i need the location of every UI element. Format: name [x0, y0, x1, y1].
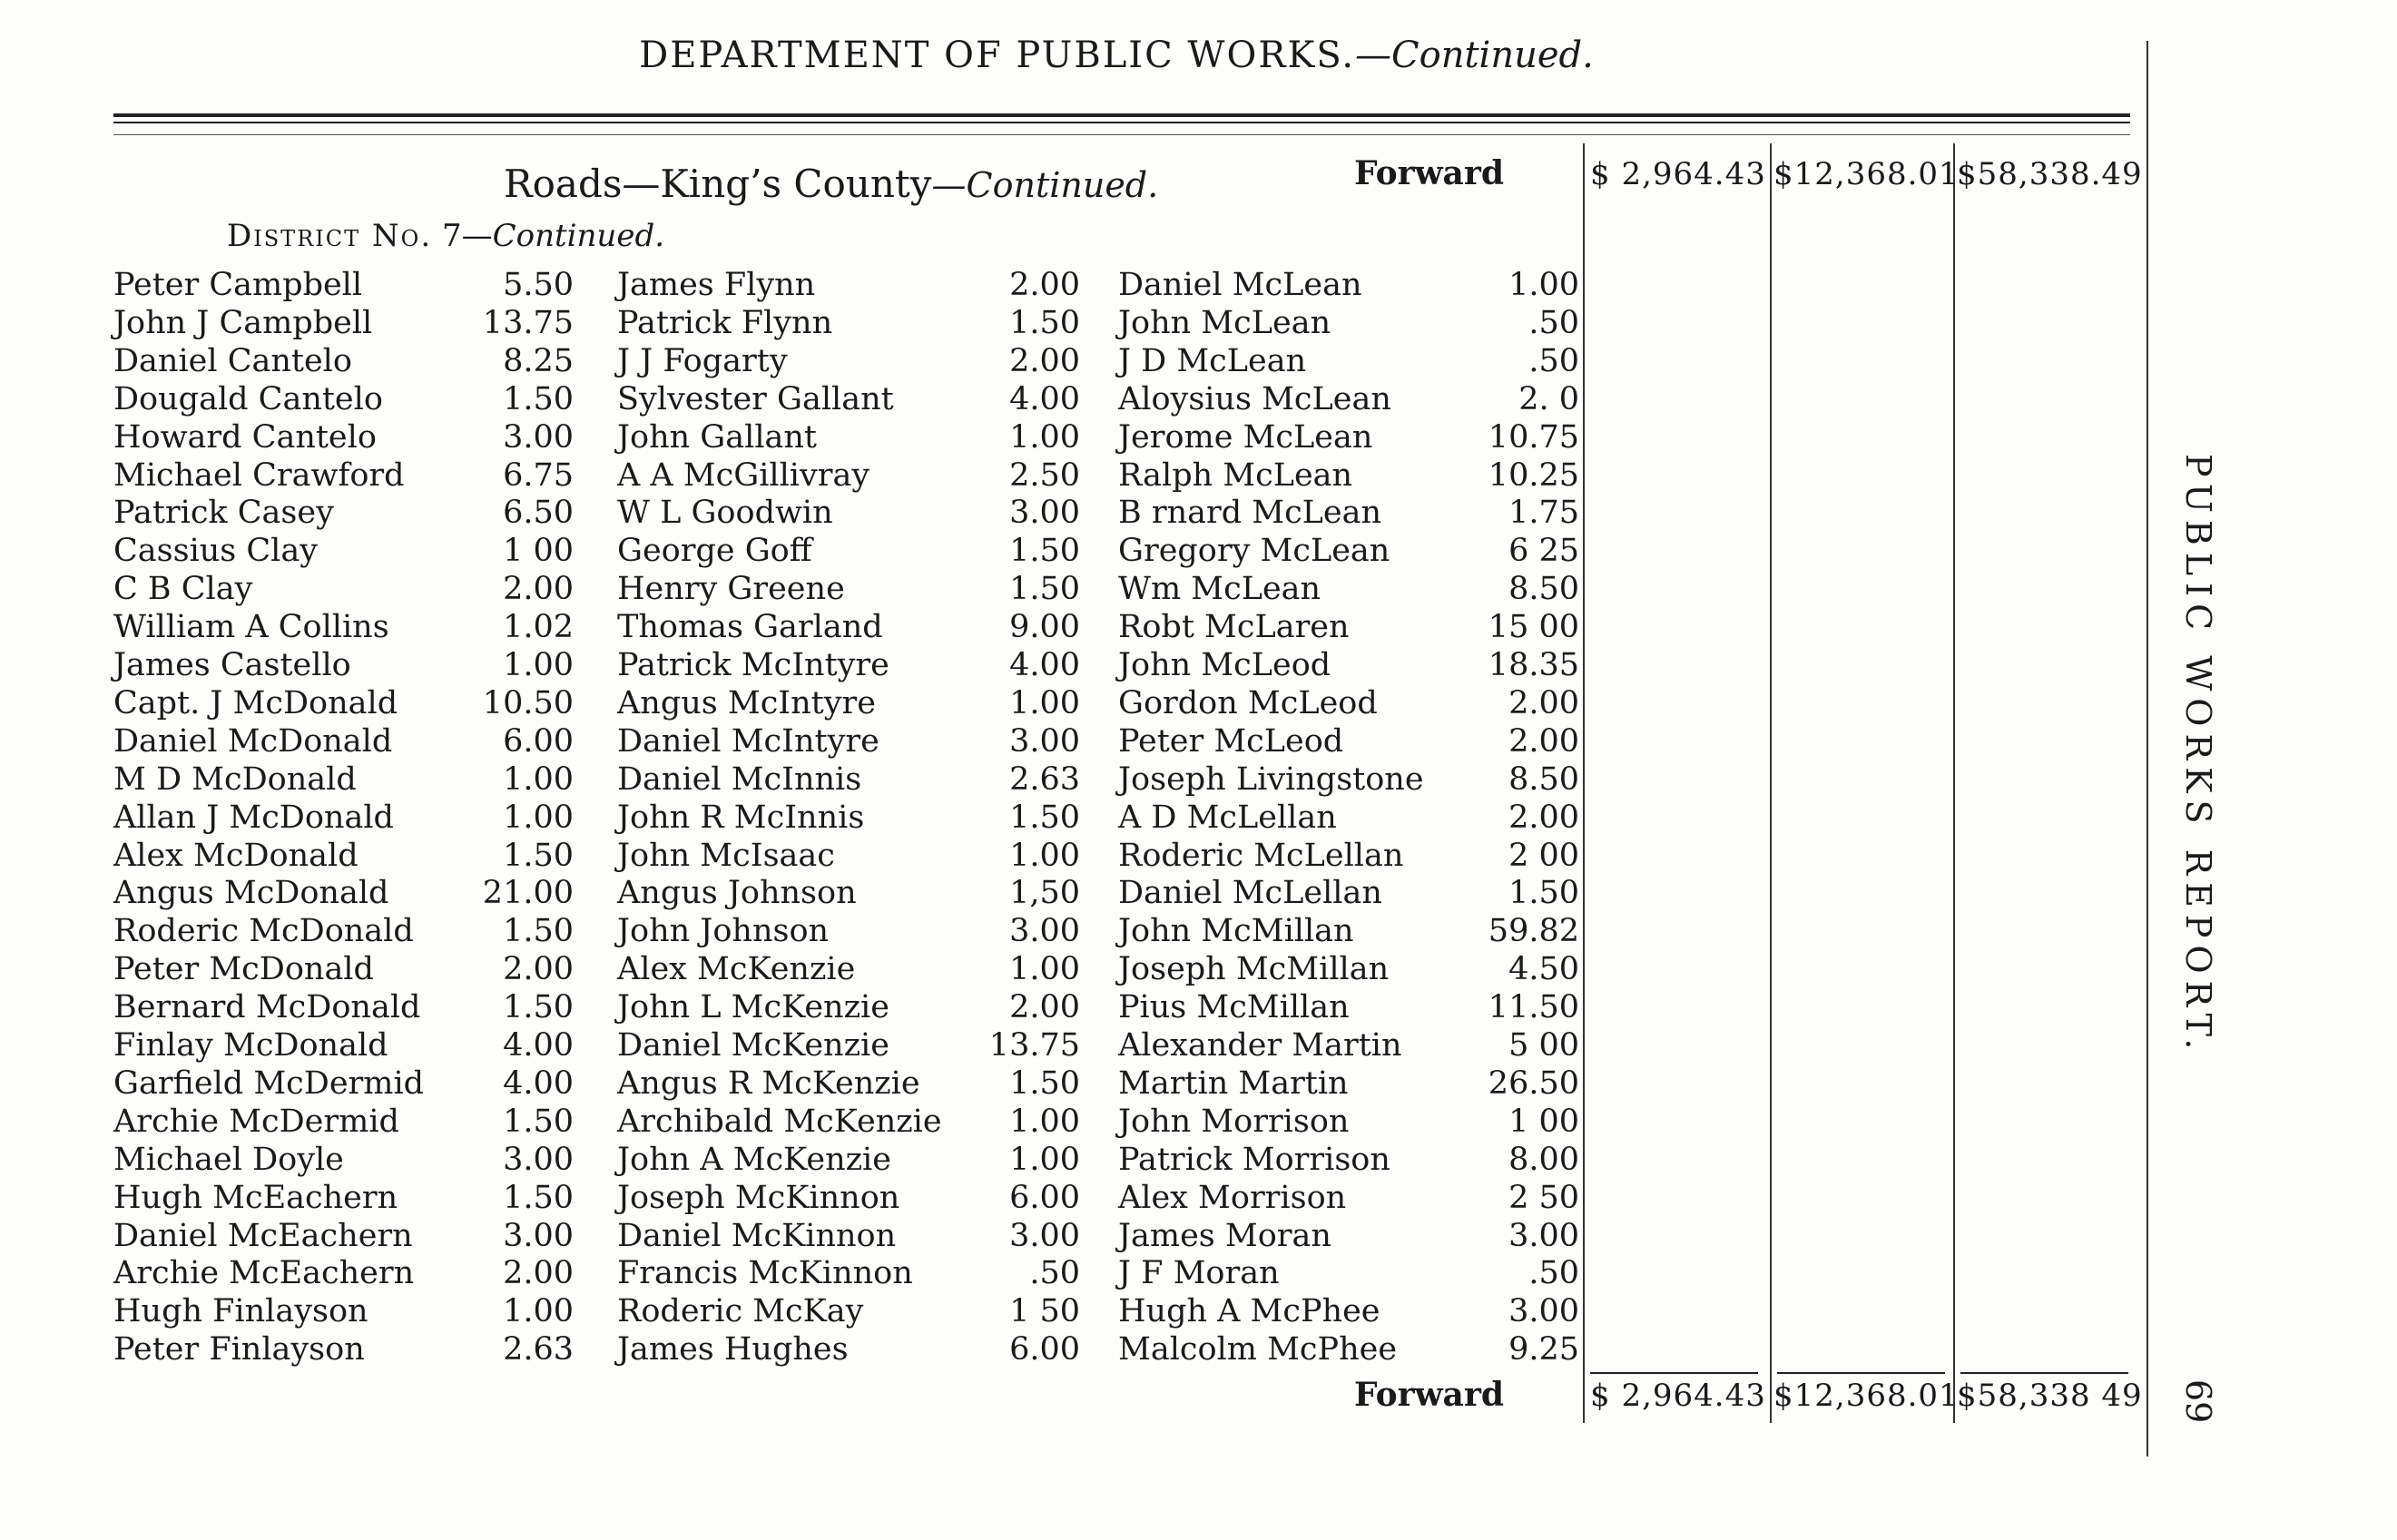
forward-bottom-col1: $ 2,964.43 — [1590, 1378, 1766, 1414]
entry-amount: 5.50 — [503, 267, 574, 303]
entry-amount: 1.00 — [1508, 267, 1579, 303]
entry-amount: 6.75 — [503, 456, 574, 494]
entry-name: Daniel McDonald — [113, 722, 393, 760]
entry-amount: 1.00 — [1009, 1141, 1080, 1178]
entry-amount: 1.50 — [503, 1103, 574, 1140]
entry-name: A D McLellan — [1118, 799, 1337, 836]
entry-name: Cassius Clay — [113, 533, 319, 570]
entry-name: W L Goodwin — [617, 495, 833, 532]
section-title-continued: —Continued. — [931, 165, 1159, 205]
entry-amount: 9.25 — [1508, 1331, 1579, 1368]
entry-name: Capt. J McDonald — [113, 684, 398, 721]
running-title: PUBLIC WORKS REPORT. — [2178, 454, 2218, 1057]
entry-name: J D McLean — [1118, 342, 1307, 379]
totals-divider-2 — [1770, 143, 1772, 1423]
entry-amount: 21.00 — [482, 875, 574, 912]
entry-name: Joseph McMillan — [1118, 951, 1390, 988]
section-title — [504, 162, 1158, 206]
entry-name: Wm McLean — [1118, 571, 1321, 608]
entry-name: Archie McEachern — [113, 1255, 415, 1292]
entry-amount: 1.02 — [503, 609, 574, 646]
entry-name: John J Campbell — [113, 304, 373, 341]
entry-amount: 9.00 — [1009, 609, 1080, 646]
entry-name: Alex McDonald — [113, 837, 359, 874]
entry-name: Garfield McDermid — [113, 1064, 425, 1102]
entry-amount: 2.50 — [1009, 456, 1080, 494]
entry-name: James Hughes — [617, 1331, 849, 1368]
entry-amount: 2 50 — [1508, 1179, 1579, 1216]
entry-amount: 1.50 — [1009, 571, 1080, 608]
entry-name: Bernard McDonald — [113, 989, 421, 1026]
entry-amount: 1,50 — [1009, 875, 1080, 912]
entry-amount: 3.00 — [503, 1141, 574, 1178]
entry-name: James Castello — [113, 647, 351, 683]
entry-name: John A McKenzie — [617, 1141, 891, 1178]
forward-top-label: Forward — [1354, 154, 1505, 192]
entry-name: Pius McMillan — [1118, 989, 1350, 1026]
entry-name: Malcolm McPhee — [1118, 1331, 1398, 1368]
entry-amount: 2.00 — [1009, 267, 1080, 303]
entry-amount: 10.50 — [482, 684, 574, 721]
entry-name: Howard Cantelo — [113, 418, 377, 456]
header-rule-top — [113, 113, 2130, 117]
entry-name: Hugh A McPhee — [1118, 1293, 1380, 1330]
entry-amount: 6.50 — [503, 495, 574, 532]
entry-name: James Flynn — [617, 267, 816, 303]
entry-amount: 1.00 — [1009, 837, 1080, 874]
entry-name: Michael Doyle — [113, 1141, 344, 1178]
entry-amount: 3.00 — [1009, 1217, 1080, 1254]
entry-name: Alex Morrison — [1118, 1179, 1347, 1216]
entry-amount: 26.50 — [1488, 1064, 1579, 1102]
entry-name: Ralph McLean — [1118, 456, 1353, 494]
entry-amount: 4.50 — [1508, 951, 1579, 988]
totals-underline-3 — [1960, 1372, 2128, 1374]
entry-name: Patrick Flynn — [617, 304, 833, 341]
entry-name: Patrick Morrison — [1118, 1141, 1390, 1178]
entry-name: C B Clay — [113, 571, 253, 608]
entry-amount: 10.75 — [1488, 418, 1579, 456]
entry-amount: 1 00 — [503, 533, 574, 570]
entry-name: Daniel McLean — [1118, 267, 1362, 303]
entry-name: Joseph McKinnon — [617, 1179, 900, 1216]
totals-divider-3 — [1953, 143, 1955, 1423]
entry-name: B rnard McLean — [1118, 495, 1382, 532]
header-title: DEPARTMENT OF PUBLIC WORKS. — [639, 34, 1356, 76]
entry-name: M D McDonald — [113, 760, 357, 798]
district-continued: Continued. — [492, 218, 665, 254]
entry-amount: 6.00 — [1009, 1179, 1080, 1216]
entry-amount: 1.75 — [1508, 495, 1579, 532]
entry-name: John R McInnis — [617, 799, 865, 836]
entry-name: George Goff — [617, 533, 812, 570]
entry-amount: 3.00 — [1009, 495, 1080, 532]
entry-amount: 2.63 — [1009, 760, 1080, 798]
forward-bottom-col2: $12,368.01 — [1773, 1378, 1960, 1414]
entry-amount: 1.00 — [503, 647, 574, 683]
entry-name: James Moran — [1118, 1217, 1331, 1254]
entry-name: A A McGillivray — [617, 456, 870, 494]
entry-amount: 2.00 — [1009, 989, 1080, 1026]
entry-amount: 1.50 — [503, 380, 574, 417]
entry-name: Joseph Livingstone — [1118, 760, 1424, 798]
entry-name: Hugh McEachern — [113, 1179, 398, 1216]
entry-amount: 1.00 — [1009, 684, 1080, 721]
entry-amount: 1.00 — [1009, 1103, 1080, 1140]
entry-name: John McMillan — [1118, 913, 1354, 950]
entry-name: Roderic McLellan — [1118, 837, 1404, 874]
district-number: 7— — [432, 218, 493, 254]
entry-amount: 2.00 — [1508, 722, 1579, 760]
entry-amount: 11.50 — [1488, 989, 1579, 1026]
entry-amount: 2.00 — [1508, 799, 1579, 836]
entry-amount: 1.50 — [503, 837, 574, 874]
entry-name: Peter McDonald — [113, 951, 374, 988]
totals-underline-2 — [1777, 1372, 1945, 1374]
entry-name: Martin Martin — [1118, 1064, 1349, 1102]
entry-amount: 8.00 — [1508, 1141, 1579, 1178]
header-rule-bottom — [113, 122, 2130, 123]
entry-amount: 2.63 — [503, 1331, 574, 1368]
entry-name: Finlay McDonald — [113, 1027, 388, 1064]
entry-name: Alexander Martin — [1118, 1027, 1402, 1064]
entry-name: Daniel McEachern — [113, 1217, 413, 1254]
entry-amount: .50 — [1528, 1255, 1579, 1292]
section-title-main: Roads—King’s County — [504, 162, 932, 206]
entry-name: Alex McKenzie — [617, 951, 856, 988]
entry-amount: 3.00 — [1508, 1293, 1579, 1330]
entry-name: Peter Finlayson — [113, 1331, 365, 1368]
header-continued: —Continued. — [1355, 34, 1594, 76]
entry-name: Henry Greene — [617, 571, 845, 608]
entry-name: John McLeod — [1118, 647, 1331, 683]
entry-amount: 4.00 — [503, 1027, 574, 1064]
entry-name: Robt McLaren — [1118, 609, 1350, 646]
entry-name: Allan J McDonald — [113, 799, 394, 836]
entry-name: Francis McKinnon — [617, 1255, 913, 1292]
entry-amount: 13.75 — [988, 1027, 1080, 1064]
entry-amount: 1.50 — [1009, 799, 1080, 836]
entry-name: Dougald Cantelo — [113, 380, 383, 417]
forward-top-col3: $58,338.49 — [1957, 156, 2143, 192]
entry-amount: 1.00 — [1009, 418, 1080, 456]
entry-amount: 2 00 — [1508, 837, 1579, 874]
entry-amount: 6.00 — [503, 722, 574, 760]
forward-bottom-col3: $58,338 49 — [1957, 1378, 2143, 1414]
entry-name: John Johnson — [617, 913, 830, 950]
entry-name: John L McKenzie — [617, 989, 889, 1026]
totals-divider-1 — [1583, 143, 1585, 1423]
entry-name: Patrick Casey — [113, 495, 334, 532]
entry-name: Michael Crawford — [113, 456, 405, 494]
entry-name: Thomas Garland — [617, 609, 883, 646]
entry-name: John Gallant — [617, 418, 817, 456]
entry-name: William A Collins — [113, 609, 389, 646]
forward-top-col1: $ 2,964.43 — [1590, 156, 1766, 192]
entry-amount: 4.00 — [1009, 647, 1080, 683]
entry-amount: .50 — [1528, 342, 1579, 379]
forward-top-col2: $12,368.01 — [1773, 156, 1960, 192]
entry-amount: 15 00 — [1488, 609, 1579, 646]
entry-amount: 1.00 — [503, 799, 574, 836]
entry-amount: 59.82 — [1488, 913, 1579, 950]
entry-amount: 13.75 — [482, 304, 574, 341]
page-header — [0, 34, 2233, 76]
entry-amount: 6.00 — [1009, 1331, 1080, 1368]
entry-amount: 10.25 — [1488, 456, 1579, 494]
entry-name: Daniel McInnis — [617, 760, 862, 798]
entry-amount: 2.00 — [1009, 342, 1080, 379]
entry-amount: 3.00 — [1009, 722, 1080, 760]
entry-name: Daniel McKinnon — [617, 1217, 897, 1254]
entry-amount: 1 00 — [1508, 1103, 1579, 1140]
entry-name: Daniel Cantelo — [113, 342, 352, 379]
entry-amount: 4.00 — [1009, 380, 1080, 417]
entry-name: Gregory McLean — [1118, 533, 1390, 570]
entry-amount: 1.50 — [503, 913, 574, 950]
entry-amount: 1.50 — [503, 989, 574, 1026]
entry-name: Daniel McLellan — [1118, 875, 1382, 912]
entry-amount: 6 25 — [1508, 533, 1579, 570]
header-rule-thin — [113, 134, 2130, 135]
entry-name: Aloysius McLean — [1118, 380, 1391, 417]
district-label: District No. — [227, 218, 433, 254]
entry-name: Roderic McKay — [617, 1293, 864, 1330]
entry-amount: 8.25 — [503, 342, 574, 379]
entry-name: Sylvester Gallant — [617, 380, 894, 417]
entry-name: Jerome McLean — [1118, 418, 1373, 456]
entry-amount: 3.00 — [503, 418, 574, 456]
entry-name: J J Fogarty — [617, 342, 788, 379]
entry-amount: 4.00 — [503, 1064, 574, 1102]
entry-amount: .50 — [1029, 1255, 1080, 1292]
totals-underline-1 — [1590, 1372, 1758, 1374]
district-heading — [227, 218, 664, 254]
entry-name: John McLean — [1118, 304, 1331, 341]
entry-name: Hugh Finlayson — [113, 1293, 368, 1330]
entry-name: Daniel McIntyre — [617, 722, 879, 760]
entry-amount: 1.00 — [503, 1293, 574, 1330]
entry-amount: 8.50 — [1508, 760, 1579, 798]
entry-name: Gordon McLeod — [1118, 684, 1378, 721]
entry-amount: 2.00 — [503, 1255, 574, 1292]
entry-name: Patrick McIntyre — [617, 647, 889, 683]
entry-amount: 2. 0 — [1518, 380, 1579, 417]
page-border-line — [2146, 41, 2148, 1457]
entry-name: John Morrison — [1118, 1103, 1350, 1140]
entry-amount: 5 00 — [1508, 1027, 1579, 1064]
entry-name: Angus R McKenzie — [617, 1064, 920, 1102]
entry-name: Angus McDonald — [113, 875, 389, 912]
entry-amount: 3.00 — [1009, 913, 1080, 950]
forward-bottom-label: Forward — [1354, 1376, 1505, 1414]
entry-name: Archie McDermid — [113, 1103, 399, 1140]
entry-amount: 1 50 — [1009, 1293, 1080, 1330]
entry-name: Roderic McDonald — [113, 913, 414, 950]
entry-amount: 1.50 — [1508, 875, 1579, 912]
entry-name: Peter Campbell — [113, 267, 363, 303]
entry-amount: 1.50 — [1009, 1064, 1080, 1102]
entry-amount: 1.50 — [503, 1179, 574, 1216]
entry-name: J F Moran — [1118, 1255, 1280, 1292]
entry-amount: 18.35 — [1488, 647, 1579, 683]
entry-amount: .50 — [1528, 304, 1579, 341]
entry-amount: 2.00 — [503, 571, 574, 608]
entry-amount: 1.50 — [1009, 533, 1080, 570]
entry-amount: 3.00 — [1508, 1217, 1579, 1254]
page-number: 69 — [2178, 1379, 2218, 1424]
entry-name: Archibald McKenzie — [617, 1103, 942, 1140]
entry-name: Angus McIntyre — [617, 684, 876, 721]
entry-name: John McIsaac — [617, 837, 835, 874]
entry-amount: 1.00 — [1009, 951, 1080, 988]
entry-name: Daniel McKenzie — [617, 1027, 889, 1064]
entry-name: Angus Johnson — [617, 875, 857, 912]
entry-amount: 8.50 — [1508, 571, 1579, 608]
entry-amount: 1.50 — [1009, 304, 1080, 341]
entry-amount: 2.00 — [503, 951, 574, 988]
entry-amount: 1.00 — [503, 760, 574, 798]
entry-name: Peter McLeod — [1118, 722, 1344, 760]
entry-amount: 3.00 — [503, 1217, 574, 1254]
entry-amount: 2.00 — [1508, 684, 1579, 721]
